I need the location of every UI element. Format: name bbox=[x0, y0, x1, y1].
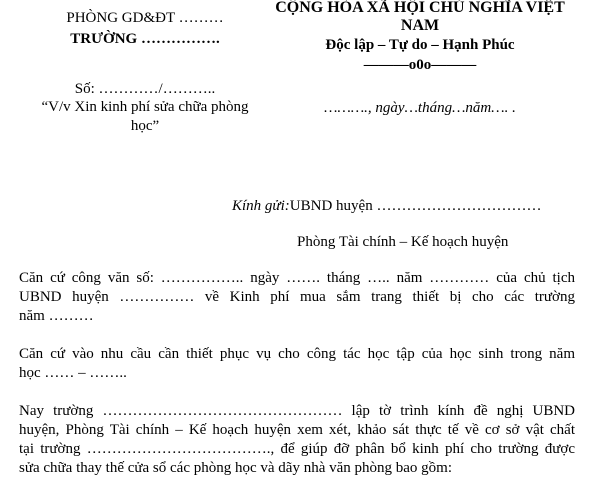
paragraph-line: huyện, Phòng Tài chính – Kế hoạch huyện xem xét, khảo sát thực tế về cơ sở vật chất bbox=[19, 422, 575, 438]
recipient-second: Phòng Tài chính – Kế hoạch huyện bbox=[297, 234, 509, 250]
subject-line-2: học” bbox=[130, 118, 160, 134]
national-title-line2: NAM bbox=[400, 17, 440, 34]
body-paragraph-2 bbox=[19, 345, 575, 383]
paragraph-line: Nay trường ………………………………………… lập tờ trình kính đề nghị UBND bbox=[19, 403, 575, 419]
recipient-label: Kính gửi: bbox=[232, 198, 290, 214]
recipient-line bbox=[232, 198, 541, 215]
paragraph-line: tại trường ………………………………., để giúp đỡ phân bổ kinh phí cho trường được bbox=[19, 441, 575, 457]
school-name: TRƯỜNG ……………. bbox=[70, 31, 220, 47]
department-name: PHÒNG GD&ĐT ……… bbox=[66, 10, 224, 26]
paragraph-line: Căn cứ công văn số: …………….. ngày ……. tháng ….. năm ………… của chủ tịch bbox=[19, 270, 575, 286]
document-number: Số: …………/……….. bbox=[74, 81, 216, 97]
national-motto: Độc lập – Tự do – Hạnh Phúc bbox=[325, 37, 515, 53]
body-paragraph-3 bbox=[19, 402, 575, 478]
paragraph-line: UBND huyện …………… về Kinh phí mua sắm trang thiết bị cho các trường bbox=[19, 289, 575, 305]
recipient-first: UBND huyện …………………………… bbox=[289, 198, 542, 214]
motto-separator: ———o0o——— bbox=[363, 57, 477, 73]
paragraph-line: sửa chữa thay thế cửa sổ các phòng học và dãy nhà văn phòng bao gồm: bbox=[19, 460, 453, 476]
subject-line-1: “V/v Xin kinh phí sửa chữa phòng bbox=[41, 99, 249, 115]
paragraph-line: năm ……… bbox=[19, 308, 94, 324]
national-title-line1: CỘNG HÒA XÃ HỘI CHỦ NGHĨA VIỆT bbox=[275, 0, 565, 16]
body-paragraph-1 bbox=[19, 269, 575, 326]
place-date: ………., ngày…tháng…năm…. . bbox=[324, 100, 516, 116]
paragraph-line: Căn cứ vào nhu cầu cần thiết phục vụ cho công tác học tập của học sinh trong năm bbox=[19, 346, 575, 362]
paragraph-line: học …… – …….. bbox=[19, 365, 127, 381]
